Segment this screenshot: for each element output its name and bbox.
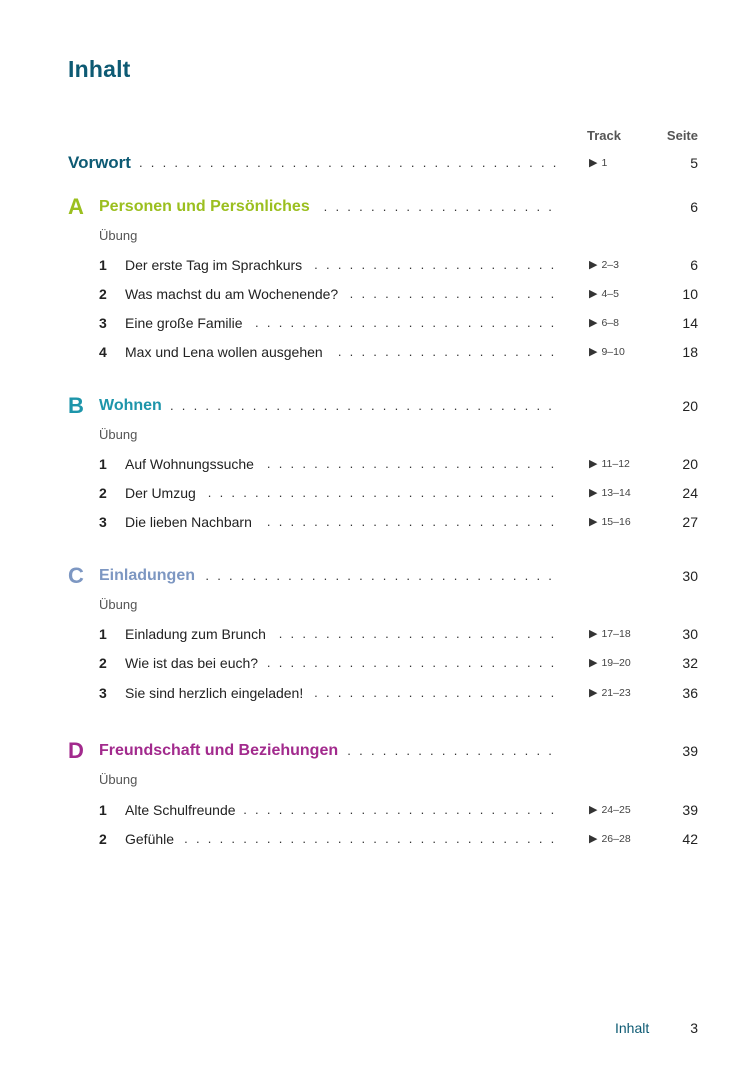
toc-item[interactable] — [68, 799, 698, 821]
section-title: Freundschaft und Beziehungen — [99, 740, 344, 762]
toc-item[interactable] — [68, 482, 698, 504]
item-title: Der Umzug — [125, 482, 202, 504]
toc-item[interactable] — [68, 453, 698, 475]
page-number: 42 — [682, 831, 698, 847]
item-title: Einladung zum Brunch — [125, 623, 272, 645]
toc-section-b[interactable] — [68, 395, 698, 417]
track-ref: ▶ 24–25 — [589, 804, 631, 816]
page-number: 30 — [682, 568, 698, 584]
vorwort-label: Vorwort — [68, 152, 137, 174]
play-triangle-icon: ▶ — [589, 657, 598, 669]
play-triangle-icon: ▶ — [589, 833, 598, 845]
page-number: 20 — [682, 398, 698, 414]
toc-section-a[interactable] — [68, 196, 698, 218]
page-number: 10 — [682, 286, 698, 302]
page-number: 20 — [682, 456, 698, 472]
page-number: 30 — [682, 626, 698, 642]
item-number: 1 — [99, 456, 107, 472]
track-ref: ▶ 2–3 — [589, 259, 619, 271]
ubung-label: Übung — [99, 228, 138, 243]
play-triangle-icon: ▶ — [589, 317, 598, 329]
item-title: Was machst du am Wochenende? — [125, 283, 344, 305]
track-ref: ▶ 13–14 — [589, 487, 631, 499]
page-number: 6 — [690, 257, 698, 273]
track-ref: ▶ 17–18 — [589, 628, 631, 640]
toc-section-d[interactable] — [68, 740, 698, 762]
item-title: Sie sind herzlich eingeladen! — [125, 682, 309, 704]
play-triangle-icon: ▶ — [589, 487, 598, 499]
footer-label: Inhalt — [615, 1020, 650, 1036]
ubung-label: Übung — [99, 597, 138, 612]
item-number: 1 — [99, 626, 107, 642]
section-letter: C — [68, 563, 84, 588]
toc-item[interactable] — [68, 623, 698, 645]
page-number: 39 — [682, 802, 698, 818]
play-triangle-icon: ▶ — [589, 346, 598, 358]
toc-item[interactable] — [68, 341, 698, 363]
leader-dots — [99, 395, 559, 417]
play-triangle-icon: ▶ — [589, 687, 598, 699]
toc-entry-vorwort[interactable] — [68, 152, 698, 174]
play-triangle-icon: ▶ — [589, 516, 598, 528]
page-number: 39 — [682, 743, 698, 759]
ubung-label: Übung — [99, 427, 138, 442]
item-number: 3 — [99, 685, 107, 701]
leader-dots — [125, 828, 559, 850]
play-triangle-icon: ▶ — [589, 259, 598, 271]
page-number: 36 — [682, 685, 698, 701]
section-letter: A — [68, 194, 84, 219]
track-ref: ▶ 1 — [589, 157, 608, 169]
page-title: Inhalt — [68, 56, 131, 82]
item-title: Die lieben Nachbarn — [125, 511, 258, 533]
item-title: Wie ist das bei euch? — [125, 652, 264, 674]
page-number: 6 — [690, 199, 698, 215]
play-triangle-icon: ▶ — [589, 804, 598, 816]
track-ref: ▶ 26–28 — [589, 833, 631, 845]
item-number: 3 — [99, 315, 107, 331]
play-triangle-icon: ▶ — [589, 157, 598, 169]
toc-section-c[interactable] — [68, 565, 698, 587]
item-number: 3 — [99, 514, 107, 530]
track-column-header: Track — [587, 128, 621, 143]
section-letter: D — [68, 738, 84, 763]
page-number: 24 — [682, 485, 698, 501]
toc-item[interactable] — [68, 283, 698, 305]
item-title: Gefühle — [125, 828, 180, 850]
item-title: Eine große Familie — [125, 312, 249, 334]
track-ref: ▶ 19–20 — [589, 657, 631, 669]
item-title: Der erste Tag im Sprachkurs — [125, 254, 308, 276]
item-number: 4 — [99, 344, 107, 360]
page-number: 18 — [682, 344, 698, 360]
track-ref: ▶ 11–12 — [589, 458, 630, 470]
track-ref: ▶ 15–16 — [589, 516, 631, 528]
toc-item[interactable] — [68, 312, 698, 334]
toc-item[interactable] — [68, 652, 698, 674]
section-title: Wohnen — [99, 395, 168, 417]
play-triangle-icon: ▶ — [589, 628, 598, 640]
item-number: 2 — [99, 485, 107, 501]
page-number: 32 — [682, 655, 698, 671]
seite-column-header: Seite — [666, 128, 698, 143]
page-number: 27 — [682, 514, 698, 530]
item-number: 1 — [99, 802, 107, 818]
toc-item[interactable] — [68, 511, 698, 533]
track-ref: ▶ 4–5 — [589, 288, 619, 300]
play-triangle-icon: ▶ — [589, 288, 598, 300]
toc-item[interactable] — [68, 682, 698, 704]
section-title: Personen und Persönliches — [99, 196, 316, 218]
leader-dots — [68, 152, 559, 174]
track-ref: ▶ 21–23 — [589, 687, 631, 699]
item-number: 2 — [99, 831, 107, 847]
page-number: 5 — [690, 155, 698, 171]
section-title: Einladungen — [99, 565, 201, 587]
item-title: Max und Lena wollen ausgehen — [125, 341, 329, 363]
item-title: Alte Schulfreunde — [125, 799, 242, 821]
item-title: Auf Wohnungssuche — [125, 453, 260, 475]
footer-page-number: 3 — [690, 1020, 698, 1036]
item-number: 2 — [99, 286, 107, 302]
toc-item[interactable] — [68, 828, 698, 850]
toc-item[interactable] — [68, 254, 698, 276]
play-triangle-icon: ▶ — [589, 458, 598, 470]
item-number: 2 — [99, 655, 107, 671]
page-number: 14 — [682, 315, 698, 331]
section-letter: B — [68, 393, 84, 418]
track-ref: ▶ 6–8 — [589, 317, 619, 329]
item-number: 1 — [99, 257, 107, 273]
track-ref: ▶ 9–10 — [589, 346, 625, 358]
ubung-label: Übung — [99, 772, 138, 787]
